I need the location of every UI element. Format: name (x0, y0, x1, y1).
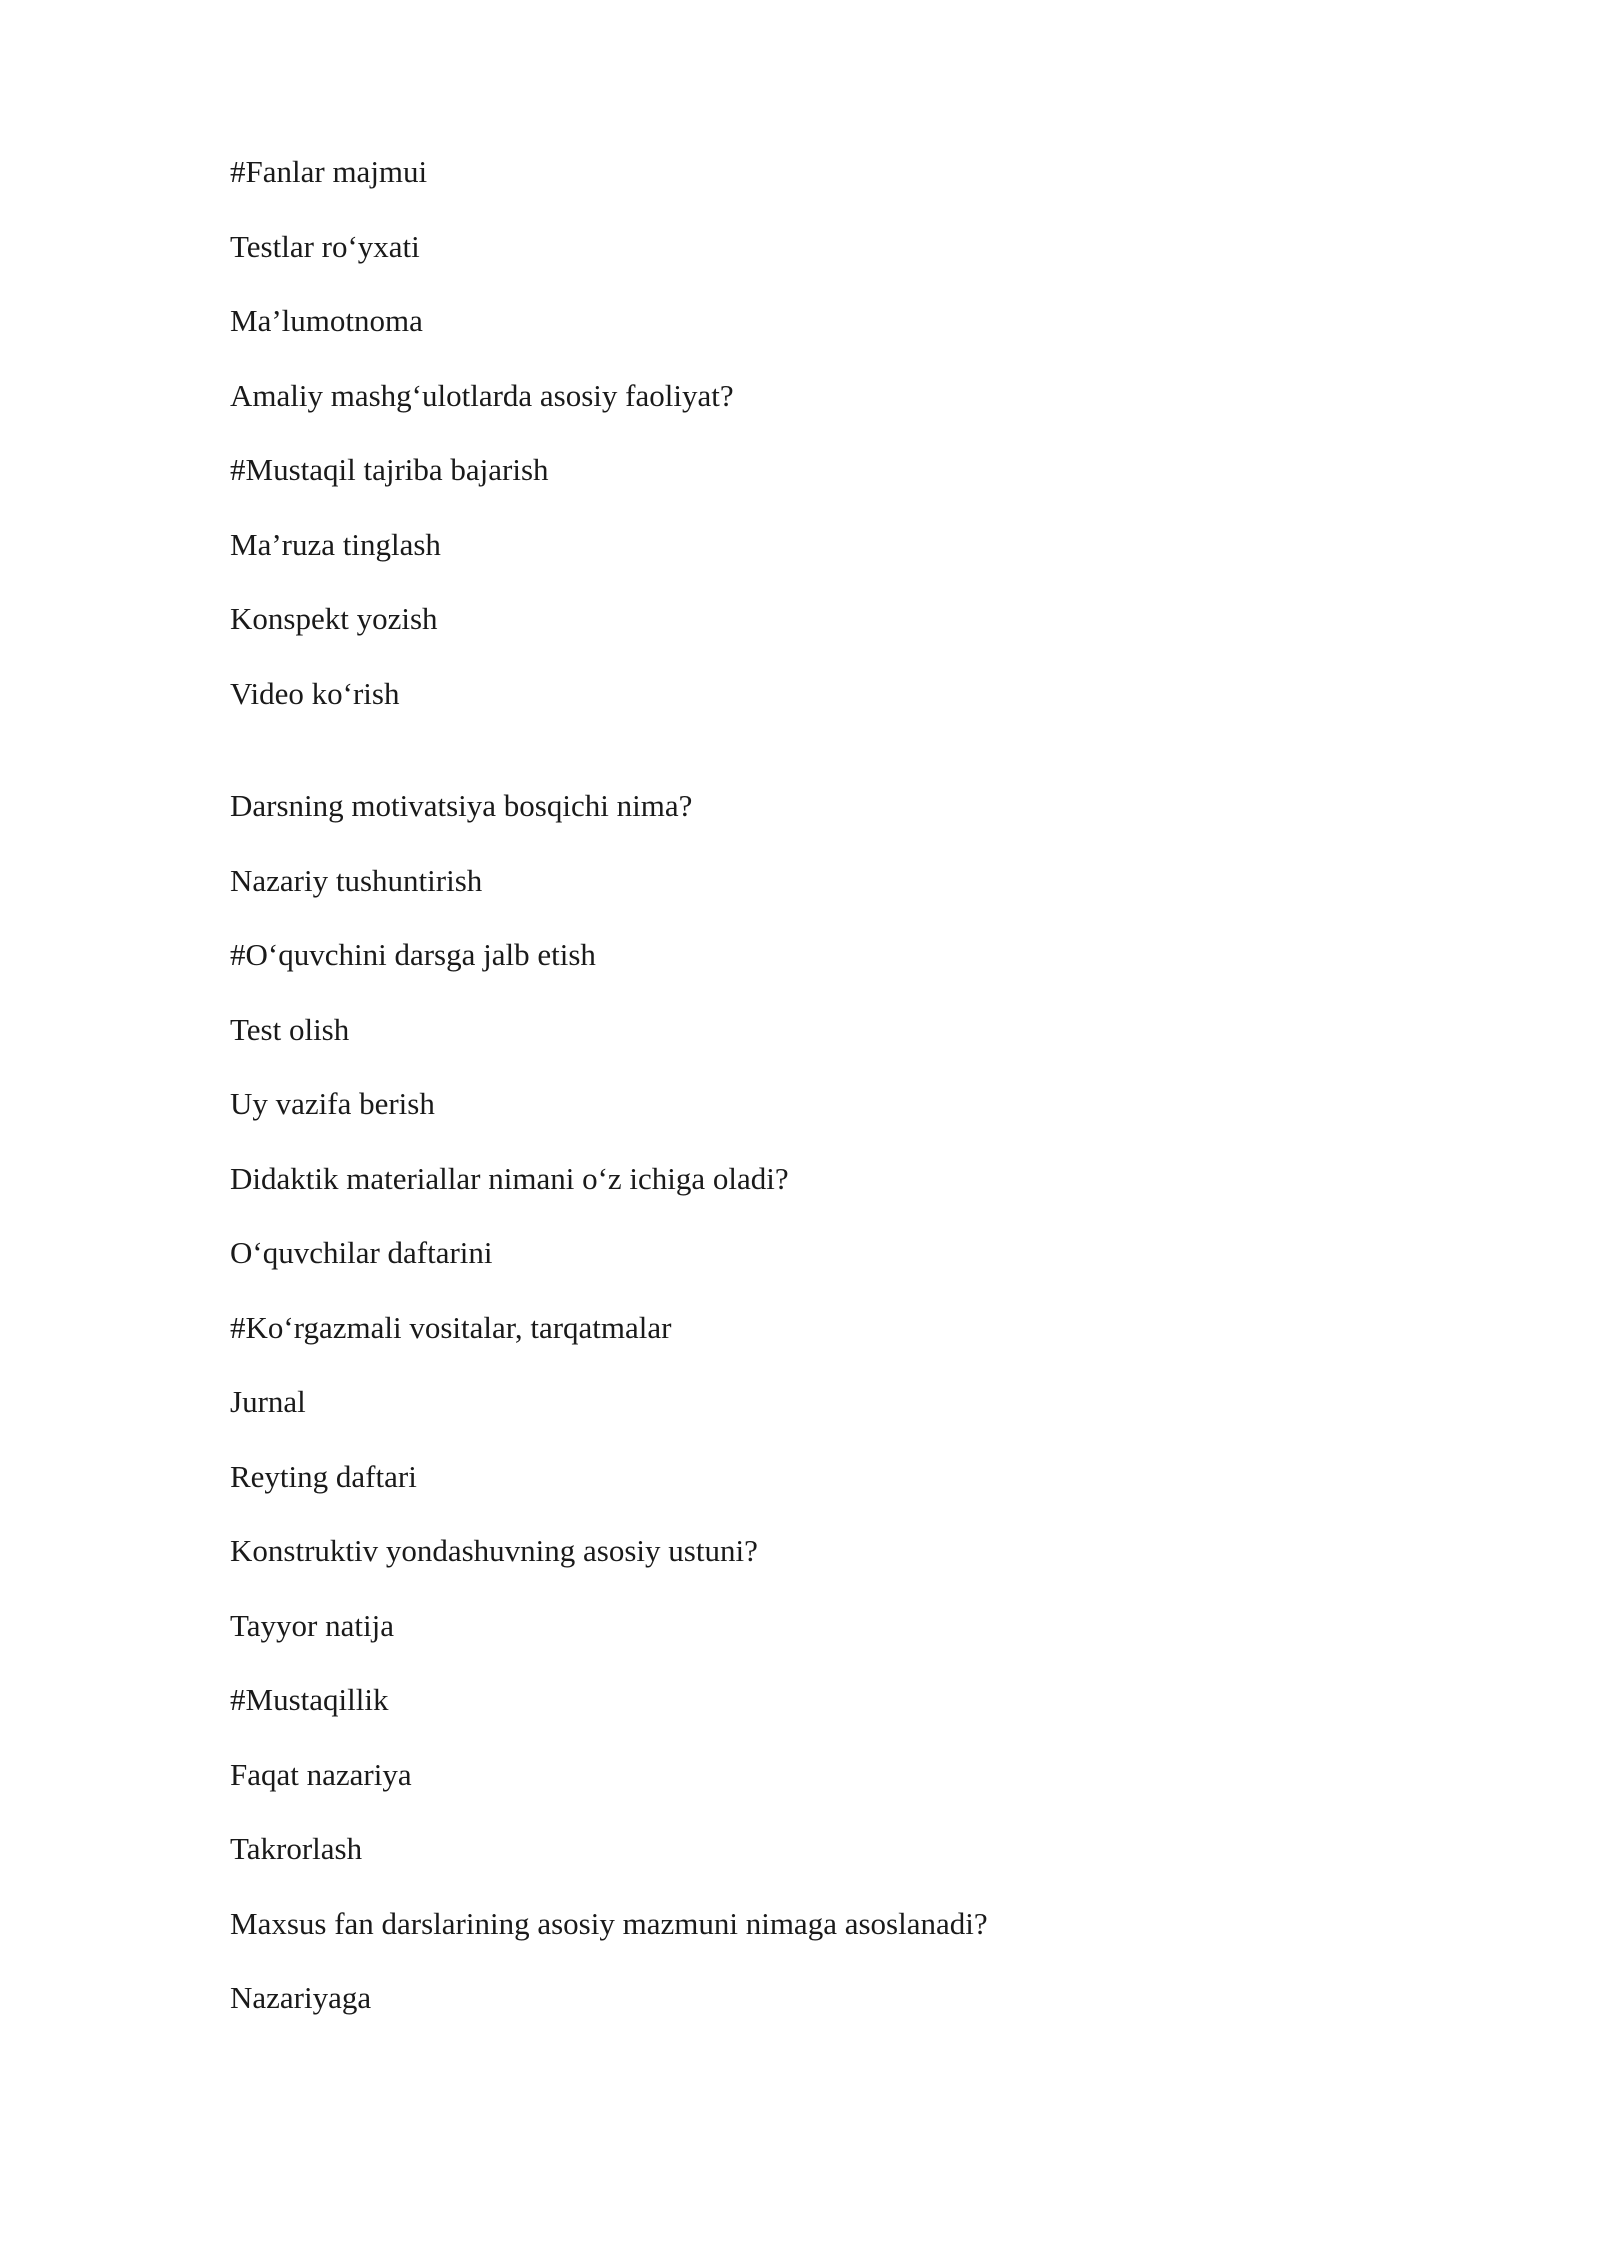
answer-option-correct: #Mustaqil tajriba bajarish (230, 452, 549, 487)
answer-option: Tayyor natija (230, 1608, 394, 1643)
answer-option: Faqat nazariya (230, 1757, 412, 1792)
answer-option-correct: #O‘quvchini darsga jalb etish (230, 937, 596, 972)
answer-option: Jurnal (230, 1384, 306, 1419)
answer-option: Takrorlash (230, 1831, 363, 1866)
question-text: Amaliy mashg‘ulotlarda asosiy faoliyat? (230, 378, 734, 413)
question-text: Darsning motivatsiya bosqichi nima? (230, 788, 693, 823)
answer-option: Uy vazifa berish (230, 1086, 435, 1121)
answer-option: Reyting daftari (230, 1459, 417, 1494)
answer-option: Nazariyaga (230, 1980, 372, 2015)
answer-option: Video ko‘rish (230, 676, 400, 711)
answer-option: #Fanlar majmui (230, 154, 428, 189)
answer-option: Ma’ruza tinglash (230, 527, 441, 562)
answer-option-correct: #Ko‘rgazmali vositalar, tarqatmalar (230, 1310, 672, 1345)
answer-option: O‘quvchilar daftarini (230, 1235, 493, 1270)
answer-option: Nazariy tushuntirish (230, 863, 483, 898)
question-text: Konstruktiv yondashuvning asosiy ustuni? (230, 1533, 758, 1568)
answer-option: Ma’lumotnoma (230, 303, 423, 338)
answer-option: Konspekt yozish (230, 601, 438, 636)
answer-option-correct: #Mustaqillik (230, 1682, 389, 1717)
answer-option: Test olish (230, 1012, 350, 1047)
answer-option: Testlar ro‘yxati (230, 229, 420, 264)
question-text: Didaktik materiallar nimani o‘z ichiga oladi? (230, 1161, 789, 1196)
question-text: Maxsus fan darslarining asosiy mazmuni nimaga asoslanadi? (230, 1906, 988, 1941)
